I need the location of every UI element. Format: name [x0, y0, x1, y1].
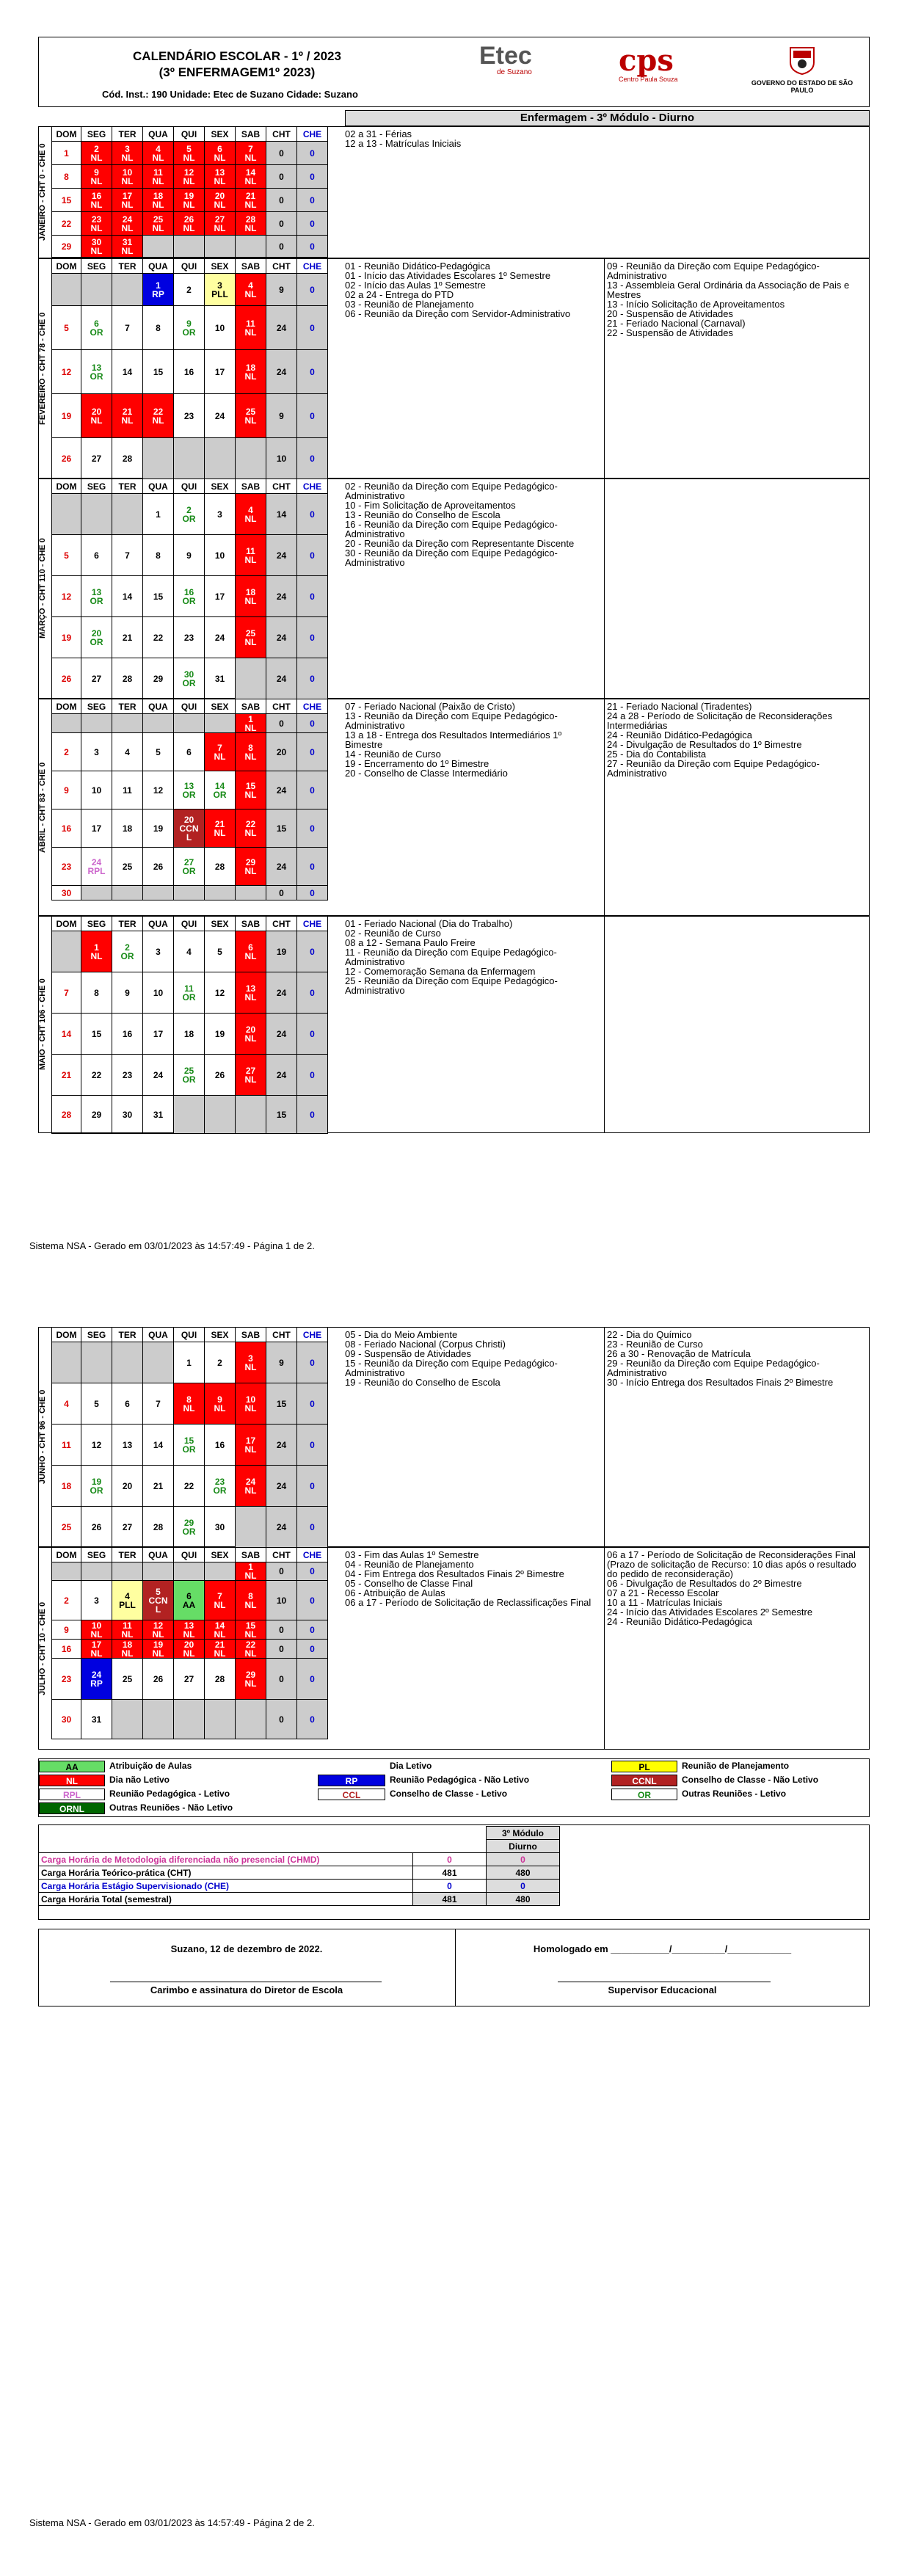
- day-cell: 13 NL: [205, 165, 236, 189]
- note-item: 06 - Reunião da Direção com Servidor-Administrativo: [345, 308, 571, 319]
- calendar-maio: DOM SEG TER QUA QUI SEX SAB CHT CHE 1 NL 2 OR 3 4 5 6 NL 19 0 7 8 9 10 11 OR 12 13 NL 24 0 14 15 16 17 18 19 20 NL 24 0 21 22 23 24 25 OR 26 27 NL 24 0 28 29 30 31 15 0: [51, 916, 328, 1134]
- day-cell: 31 NL: [112, 236, 143, 258]
- note-item: 30 - Início Entrega dos Resultados Finais 2º Bimestre: [607, 1377, 834, 1388]
- notes-fevereiro-right: [607, 261, 864, 338]
- calendar-title: CALENDÁRIO ESCOLAR - 1º / 2023: [133, 49, 341, 63]
- note-item: 01 - Feriado Nacional (Dia do Trabalho): [345, 918, 513, 929]
- weekday-seg: SEG: [81, 127, 112, 142]
- week-che: 0: [297, 212, 328, 236]
- legend-ccl-swatch: CCL: [318, 1789, 385, 1800]
- day-cell: 21 NL: [236, 189, 266, 212]
- summary-value: 0: [487, 1853, 560, 1866]
- summary-value: 481: [413, 1893, 487, 1906]
- weekday-cht: CHT: [266, 127, 297, 142]
- weekday-dom: DOM: [52, 127, 81, 142]
- note-item: 15 - Reunião da Direção com Equipe Pedagógico-Administrativo: [345, 1358, 558, 1378]
- weekday-ter: TER: [112, 127, 143, 142]
- note-item: 13 - Reunião do Conselho de Escola: [345, 509, 500, 520]
- notes-fevereiro-left: [345, 261, 602, 319]
- legend-rp-swatch: RP: [318, 1775, 385, 1786]
- day-cell: 30 NL: [81, 236, 112, 258]
- etec-logo: [479, 43, 532, 76]
- legend-aa-label: Atribuição de Aulas: [109, 1761, 192, 1771]
- page-footer-2: Sistema NSA - Gerado em 03/01/2023 às 14:57:49 - Página 2 de 2.: [29, 2517, 315, 2528]
- note-item: 02 - Reunião de Curso: [345, 928, 441, 939]
- week-cht: 0: [266, 212, 297, 236]
- calendar-fevereiro: DOM SEG TER QUA QUI SEX SAB CHT CHE 1 RP 2 3 PLL 4 NL 9 0 5 6 OR 7 8 9 OR 10 11 NL 24 0 12 13 OR 14 15 16 17 18 NL 24 0 19 20 NL 21 NL 22 NL 23 24 25 NL 9 0 26 27 28 10 0: [51, 258, 328, 479]
- note-item: 24 a 28 - Período de Solicitação de Reconsiderações Intermediárias: [607, 710, 833, 731]
- day-cell: 14 NL: [236, 165, 266, 189]
- note-item: 11 - Reunião da Direção com Equipe Pedagógico-Administrativo: [345, 947, 557, 967]
- note-item: 20 - Reunião da Direção com Representante Discente: [345, 538, 575, 549]
- note-item: 20 - Suspensão de Atividades: [607, 308, 734, 319]
- legend-ccnl-label: Conselho de Classe - Não Letivo: [682, 1775, 819, 1785]
- note-item: 13 a 18 - Entrega dos Resultados Intermediários 1º Bimestre: [345, 729, 562, 750]
- legend-rp-label: Reunião Pedagógica - Não Letivo: [390, 1775, 530, 1785]
- workload-summary-table: [38, 1826, 560, 1906]
- government-text: GOVERNO DO ESTADO DE SÃO PAULO: [751, 79, 853, 94]
- note-item: 24 - Início das Atividades Escolares 2º Semestre: [607, 1607, 813, 1618]
- sp-seal-icon: [787, 43, 817, 76]
- week-che: 0: [297, 165, 328, 189]
- calendar-header: [38, 37, 870, 107]
- note-item: 07 a 21 - Recesso Escolar: [607, 1587, 719, 1598]
- note-item: 06 a 17 - Período de Solicitação de Reconsiderações Final (Prazo de solicitação de Recurso: 10 dias após o resultado do pedido de reconsideração): [607, 1549, 856, 1579]
- note-item: 10 a 11 - Matrículas Iniciais: [607, 1597, 723, 1608]
- note-item: 09 - Suspensão de Atividades: [345, 1348, 472, 1359]
- summary-row-label: Carga Horária de Metodologia diferenciada não presencial (CHMD): [39, 1853, 413, 1866]
- note-item: 04 - Reunião de Planejamento: [345, 1559, 474, 1570]
- director-signature-label: Carimbo e assinatura do Diretor de Escola: [150, 1984, 343, 1995]
- note-item: 05 - Dia do Meio Ambiente: [345, 1329, 458, 1340]
- legend-ccl-label: Conselho de Classe - Letivo: [390, 1789, 508, 1799]
- day-cell: 2: [174, 274, 205, 306]
- day-cell: 15: [52, 189, 81, 212]
- note-item: 27 - Reunião da Direção com Equipe Pedagógico-Administrativo: [607, 758, 820, 779]
- cps-logo-text: cps: [619, 43, 674, 78]
- legend-nl-label: Dia não Letivo: [109, 1775, 170, 1785]
- day-cell: 4 NL: [143, 142, 174, 165]
- month-label-abril: ABRIL - CHT 83 - CHE 0: [38, 762, 47, 853]
- signature-date: Suzano, 12 de dezembro de 2022.: [170, 1943, 323, 1954]
- weekday-che: CHE: [297, 127, 328, 142]
- note-item: 24 - Divulgação de Resultados do 1º Bimestre: [607, 739, 802, 750]
- summary-row-label: Carga Horária Estágio Supervisionado (CHE): [39, 1880, 413, 1893]
- notes-abril-left: [345, 702, 602, 778]
- day-cell: 26 NL: [174, 212, 205, 236]
- notes-janeiro: [345, 129, 602, 148]
- day-cell: 5 NL: [174, 142, 205, 165]
- day-cell: 28 NL: [236, 212, 266, 236]
- summary-value: 0: [413, 1880, 487, 1893]
- legend-ornl-label: Outras Reuniões - Não Letivo: [109, 1802, 233, 1813]
- notes-maio: [345, 919, 602, 995]
- calendar-abril: DOM SEG TER QUA QUI SEX SAB CHT CHE 1 NL 0 0 2 3 4 5 6 7 NL 8 NL 20 0 9 10 11 12 13 OR 14 OR 15 NL 24 0 16 17 18 19 20 CCN L 21 NL 22 NL 15 0 23 24 RPL 25 26 27 OR 28 29 NL 24 0 30 0 0: [51, 699, 328, 900]
- legend: [38, 1758, 870, 1817]
- note-item: 02 - Reunião da Direção com Equipe Pedagógico-Administrativo: [345, 481, 558, 501]
- notes-junho-left: [345, 1330, 602, 1387]
- calendar-subtitle: (3º ENFERMAGEM1º 2023): [159, 65, 316, 79]
- notes-julho-right: [607, 1550, 864, 1626]
- summary-value: 481: [413, 1866, 487, 1880]
- month-label-julho: JULHO - CHT 10 - CHE 0: [38, 1601, 47, 1695]
- legend-or-label: Outras Reuniões - Letivo: [682, 1789, 787, 1799]
- day-cell: 23 NL: [81, 212, 112, 236]
- note-item: 20 - Conselho de Classe Intermediário: [345, 768, 508, 779]
- note-item: 06 a 17 - Período de Solicitação de Reclassificações Final: [345, 1597, 592, 1608]
- calendar-janeiro: [51, 126, 328, 258]
- day-cell: 10 NL: [112, 165, 143, 189]
- note-item: 23 - Reunião de Curso: [607, 1339, 703, 1350]
- note-item: 22 - Suspensão de Atividades: [607, 327, 734, 338]
- legend-nl-swatch: NL: [39, 1775, 105, 1786]
- day-cell: 18 NL: [143, 189, 174, 212]
- calendar-julho: DOM SEG TER QUA QUI SEX SAB CHT CHE 1 NL 0 0 2 3 4 PLL 5 CCN L 6 AA 7 NL 8 NL 10 0 9 10 NL 11 NL 12 NL 13 NL 14 NL 15 NL 0 0 16 17 NL 18 NL 19 NL 20 NL 21 NL 22 NL 0 0 23 24 RP 25 26 27 28 29 NL 0 0 30 31 0 0: [51, 1547, 328, 1739]
- day-cell: 8: [52, 165, 81, 189]
- summary-col-subheader: Diurno: [487, 1840, 560, 1853]
- note-item: 13 - Assembleia Geral Ordinária da Associação de Pais e Mestres: [607, 280, 850, 300]
- legend-pl-swatch: PL: [611, 1761, 677, 1772]
- note-item: 29 - Reunião da Direção com Equipe Pedagógico-Administrativo: [607, 1358, 820, 1378]
- month-label-fevereiro: FEVEREIRO - CHT 78 - CHE 0: [38, 312, 47, 425]
- note-item: 26 a 30 - Renovação de Matrícula: [607, 1348, 751, 1359]
- weekday-sex: SEX: [205, 127, 236, 142]
- week-che: 0: [297, 236, 328, 258]
- homologation-date: Homologado em ___________/__________/____________: [533, 1943, 792, 1954]
- note-item: 02 - Início das Aulas 1º Semestre: [345, 280, 486, 291]
- notes-marco: [345, 481, 602, 567]
- note-item: 08 - Feriado Nacional (Corpus Christi): [345, 1339, 506, 1350]
- note-item: 19 - Reunião do Conselho de Escola: [345, 1377, 500, 1388]
- note-item: 13 - Início Solicitação de Aproveitamentos: [607, 299, 785, 310]
- week-che: 0: [297, 189, 328, 212]
- day-cell: 1 RP: [143, 274, 174, 306]
- day-cell: 11 NL: [143, 165, 174, 189]
- government-seal: [743, 43, 861, 94]
- legend-ccnl-swatch: CCNL: [611, 1775, 677, 1786]
- note-item: 16 - Reunião da Direção com Equipe Pedagógico-Administrativo: [345, 519, 558, 539]
- notes-abril-right: [607, 702, 864, 778]
- note-item: 30 - Reunião da Direção com Equipe Pedagógico-Administrativo: [345, 547, 558, 568]
- course-banner: Enfermagem - 3º Módulo - Diurno: [345, 110, 870, 126]
- note-item: 06 - Divulgação de Resultados do 2º Bimestre: [607, 1578, 802, 1589]
- summary-value: 0: [487, 1880, 560, 1893]
- note-item: 02 a 31 - Férias: [345, 128, 412, 139]
- week-cht: 0: [266, 165, 297, 189]
- legend-pl-label: Reunião de Planejamento: [682, 1761, 790, 1771]
- day-cell: 20 NL: [205, 189, 236, 212]
- note-item: 25 - Dia do Contabilista: [607, 749, 707, 760]
- day-cell: 17 NL: [112, 189, 143, 212]
- calendar-junho: DOM SEG TER QUA QUI SEX SAB CHT CHE 1 2 3 NL 9 0 4 5 6 7 8 NL 9 NL 10 NL 15 0 11 12 13 14 15 OR 16 17 NL 24 0 18 19 OR 20 21 22 23 OR 24 NL 24 0 25 26 27 28 29 OR 30 24 0: [51, 1327, 328, 1548]
- day-cell: 7 NL: [236, 142, 266, 165]
- day-cell: 29: [52, 236, 81, 258]
- legend-rpl-swatch: RPL: [39, 1789, 105, 1800]
- notes-divider: [604, 258, 605, 1133]
- day-cell: 16 NL: [81, 189, 112, 212]
- note-item: 19 - Encerramento do 1º Bimestre: [345, 758, 489, 769]
- note-item: 08 a 12 - Semana Paulo Freire: [345, 937, 476, 948]
- note-item: 13 - Reunião da Direção com Equipe Pedagógico-Administrativo: [345, 710, 558, 731]
- day-cell: 3 NL: [112, 142, 143, 165]
- calendar-marco: DOM SEG TER QUA QUI SEX SAB CHT CHE 1 2 OR 3 4 NL 14 0 5 6 7 8 9 10 11 NL 24 0 12 13 OR 14 15 16 OR 17 18 NL 24 0 19 20 OR 21 22 23 24 25 NL 24 0 26 27 28 29 30 OR 31 24 0: [51, 479, 328, 699]
- month-label-marco: MARÇO - CHT 110 - CHE 0: [38, 538, 47, 639]
- summary-value: 480: [487, 1866, 560, 1880]
- day-cell: 19 NL: [174, 189, 205, 212]
- page-footer-1: Sistema NSA - Gerado em 03/01/2023 às 14:57:49 - Página 1 de 2.: [29, 1240, 315, 1251]
- note-item: 24 - Reunião Didático-Pedagógica: [607, 729, 753, 741]
- note-item: 01 - Início das Atividades Escolares 1º Semestre: [345, 270, 551, 281]
- notes-divider: [604, 1327, 605, 1750]
- notes-julho-left: [345, 1550, 602, 1607]
- note-item: 21 - Feriado Nacional (Tiradentes): [607, 701, 752, 712]
- note-item: 25 - Reunião da Direção com Equipe Pedagógico-Administrativo: [345, 975, 558, 996]
- day-cell: 4 NL: [236, 274, 266, 306]
- legend-or-swatch: OR: [611, 1789, 677, 1800]
- day-cell: 1: [52, 142, 81, 165]
- note-item: 09 - Reunião da Direção com Equipe Pedagógico-Administrativo: [607, 261, 820, 281]
- month-label-maio: MAIO - CHT 106 - CHE 0: [38, 978, 47, 1071]
- week-cht: 0: [266, 142, 297, 165]
- day-cell: 6 NL: [205, 142, 236, 165]
- note-item: 24 - Reunião Didático-Pedagógica: [607, 1616, 753, 1627]
- summary-row-label: Carga Horária Teórico-prática (CHT): [39, 1866, 413, 1880]
- day-cell: 3 PLL: [205, 274, 236, 306]
- note-item: 05 - Conselho de Classe Final: [345, 1578, 473, 1589]
- summary-row-label: Carga Horária Total (semestral): [39, 1893, 413, 1906]
- summary-value: 0: [413, 1853, 487, 1866]
- day-cell: 25 NL: [143, 212, 174, 236]
- notes-junho-right: [607, 1330, 864, 1387]
- day-cell: 12 NL: [174, 165, 205, 189]
- note-item: 03 - Fim das Aulas 1º Semestre: [345, 1549, 479, 1560]
- note-item: 12 a 13 - Matrículas Iniciais: [345, 138, 462, 149]
- week-che: 0: [297, 142, 328, 165]
- day-cell: 9 NL: [81, 165, 112, 189]
- week-cht: 0: [266, 236, 297, 258]
- note-item: 02 a 24 - Entrega do PTD: [345, 289, 454, 300]
- day-cell: 22: [52, 212, 81, 236]
- note-item: 12 - Comemoração Semana da Enfermagem: [345, 966, 536, 977]
- note-item: 07 - Feriado Nacional (Paixão de Cristo): [345, 701, 515, 712]
- weekday-qui: QUI: [174, 127, 205, 142]
- etec-logo-sub: de Suzano: [497, 68, 532, 76]
- legend-ornl-swatch: ORNL: [39, 1802, 105, 1814]
- weekday-sab: SAB: [236, 127, 266, 142]
- day-cell: 2 NL: [81, 142, 112, 165]
- month-label-janeiro: JANEIRO - CHT 0 - CHE 0: [38, 143, 47, 241]
- legend-dl-label: Dia Letivo: [390, 1761, 432, 1771]
- weekday-qua: QUA: [143, 127, 174, 142]
- week-cht: 0: [266, 189, 297, 212]
- month-label-junho: JUNHO - CHT 96 - CHE 0: [38, 1389, 47, 1485]
- day-cell: 27 NL: [205, 212, 236, 236]
- summary-col-header: 3º Módulo: [487, 1827, 560, 1840]
- note-item: 10 - Fim Solicitação de Aproveitamentos: [345, 500, 516, 511]
- etec-logo-text: Etec: [479, 42, 532, 70]
- note-item: 06 - Atribuição de Aulas: [345, 1587, 445, 1598]
- note-item: 21 - Feriado Nacional (Carnaval): [607, 318, 746, 329]
- cps-logo: [619, 43, 678, 83]
- note-item: 01 - Reunião Didático-Pedagógica: [345, 261, 491, 272]
- supervisor-signature-label: Supervisor Educacional: [608, 1984, 717, 1995]
- legend-rpl-label: Reunião Pedagógica - Letivo: [109, 1789, 230, 1799]
- note-item: 04 - Fim Entrega dos Resultados Finais 2º Bimestre: [345, 1568, 564, 1579]
- note-item: 14 - Reunião de Curso: [345, 749, 441, 760]
- note-item: 03 - Reunião de Planejamento: [345, 299, 474, 310]
- institution-info: Cód. Inst.: 190 Unidade: Etec de Suzano Cidade: Suzano: [102, 89, 358, 100]
- legend-aa-swatch: AA: [39, 1761, 105, 1772]
- cps-logo-sub: Centro Paula Souza: [619, 76, 678, 83]
- summary-value: 480: [487, 1893, 560, 1906]
- day-cell: 24 NL: [112, 212, 143, 236]
- note-item: 22 - Dia do Químico: [607, 1329, 692, 1340]
